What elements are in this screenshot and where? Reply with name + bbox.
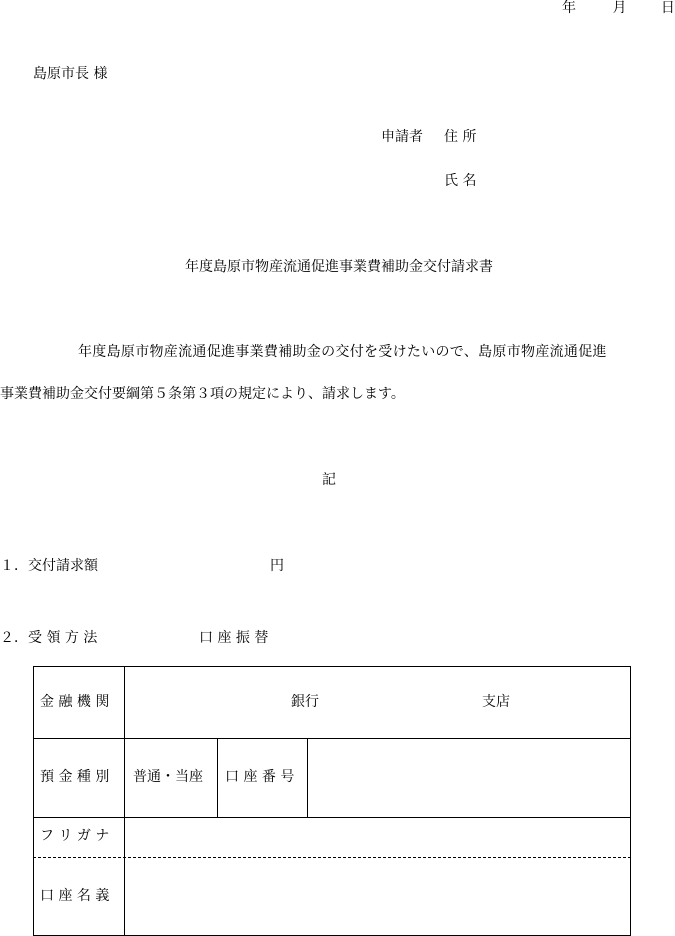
account-number-divider xyxy=(307,738,308,817)
item2-label: ２．受 領 方 法 xyxy=(0,630,98,646)
account-holder-label: 口 座 名 義 xyxy=(40,888,110,904)
body-line-2: 事業費補助金交付要綱第５条第３項の規定により、請求します。 xyxy=(0,386,405,402)
address-label: 住 所 xyxy=(444,129,477,145)
institution-label: 金 融 機 関 xyxy=(40,694,110,710)
document-title: 年度島原市物産流通促進事業費補助金交付請求書 xyxy=(185,259,493,275)
account-number-field[interactable] xyxy=(309,740,629,816)
deposit-type-label: 預 金 種 別 xyxy=(40,769,110,785)
date-line xyxy=(562,0,675,16)
item1-unit: 円 xyxy=(270,558,284,574)
date-year: 年 xyxy=(562,0,576,16)
branch-suffix: 支店 xyxy=(482,694,510,710)
row-divider-1 xyxy=(33,738,631,739)
row-divider-2 xyxy=(33,817,631,818)
furigana-dashed-divider xyxy=(33,857,631,858)
body-line-1: 年度島原市物産流通促進事業費補助金の交付を受けたいので、島原市物産流通促進 xyxy=(78,344,607,360)
item2-value: 口 座 振 替 xyxy=(199,630,269,646)
name-label: 氏 名 xyxy=(444,173,477,189)
ki-marker: 記 xyxy=(322,472,336,488)
label-column-divider xyxy=(124,666,125,936)
date-month: 月 xyxy=(612,0,627,16)
date-day: 日 xyxy=(660,0,675,16)
bank-suffix: 銀行 xyxy=(291,694,319,710)
deposit-type-options[interactable]: 普通・当座 xyxy=(133,769,203,785)
furigana-label: フ リ ガ ナ xyxy=(40,828,110,844)
furigana-field[interactable] xyxy=(126,819,629,856)
applicant-label: 申請者 xyxy=(381,129,423,145)
addressee: 島原市長 様 xyxy=(33,66,108,82)
account-holder-field[interactable] xyxy=(126,859,629,934)
deposit-type-divider xyxy=(217,738,218,817)
item1-label: １．交付請求額 xyxy=(0,558,98,574)
account-number-label: 口 座 番 号 xyxy=(225,769,295,785)
